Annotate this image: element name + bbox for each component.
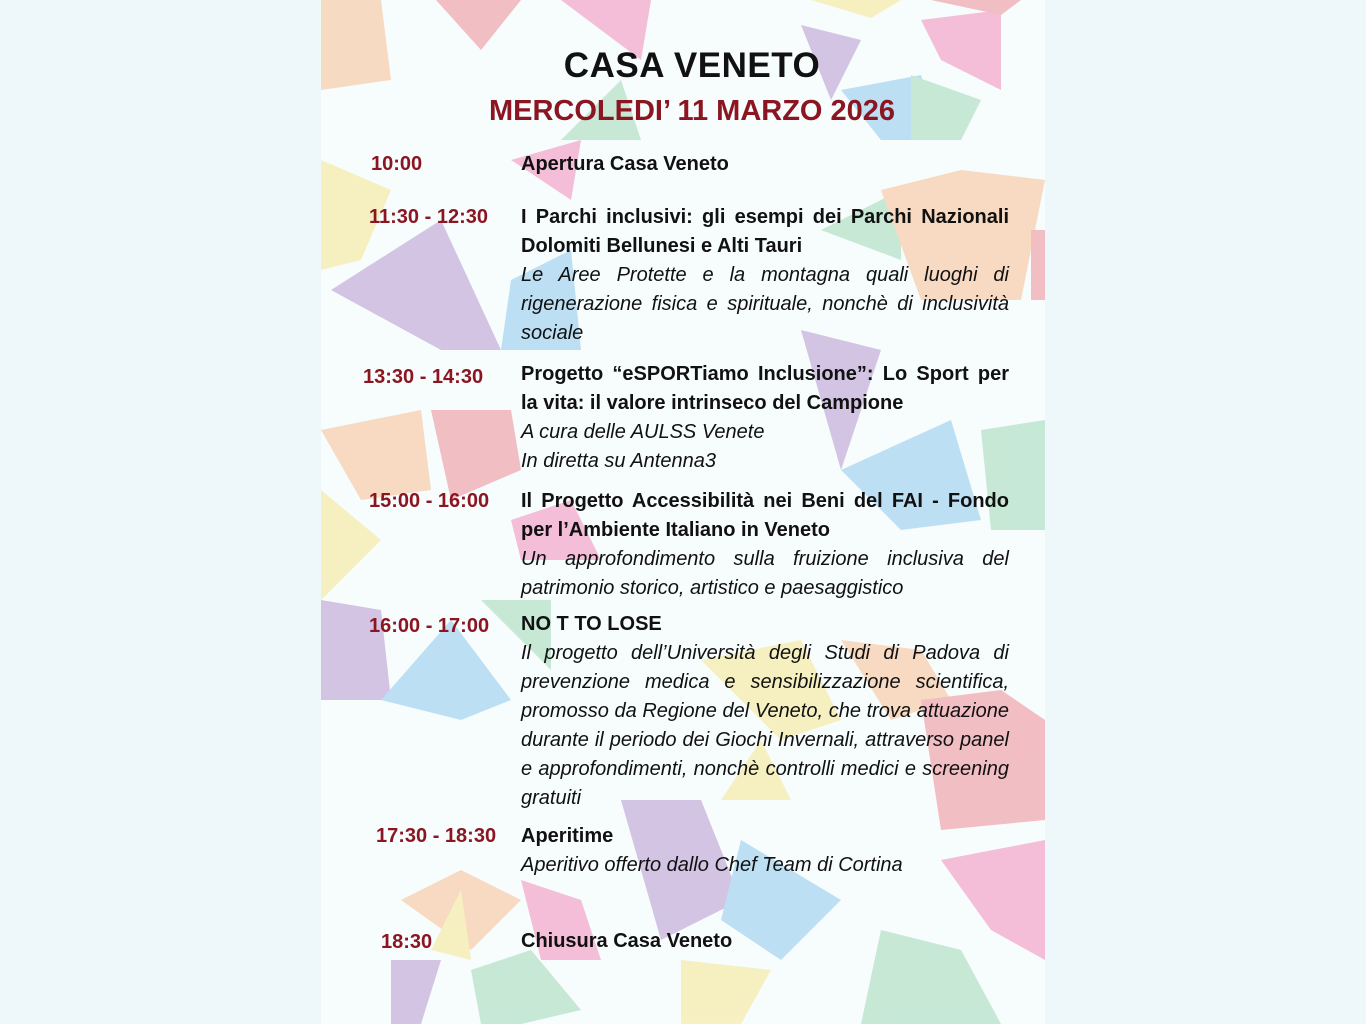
event-date: MERCOLEDI’ 11 MARZO 2026: [488, 95, 896, 127]
schedule-item: [521, 360, 1009, 476]
event-description: Un approfondimento sulla fruizione inclusiva del patrimonio storico, artistico e paesaggistico: [521, 548, 1009, 599]
schedule-item: [521, 203, 1009, 348]
time-slot: 11:30 - 12:30: [369, 206, 488, 228]
event-description: Aperitivo offerto dallo Chef Team di Cortina: [521, 854, 903, 876]
schedule-item: [521, 150, 1009, 179]
event-description: In diretta su Antenna3: [521, 450, 716, 472]
event-description: Il progetto dell’Università degli Studi di Padova di prevenzione medica e sensibilizzazione scientifica, promosso da Regione del Veneto, che trova attuazione durante il periodo dei Giochi Invernali, attraverso panel e approfondimenti, nonchè controlli medici e screening gratuiti: [521, 642, 1009, 809]
time-slot: 18:30: [381, 931, 433, 953]
event-title: I Parchi inclusivi: gli esempi dei Parchi Nazionali Dolomiti Bellunesi e Alti Tauri: [521, 206, 1009, 257]
event-title: NO T TO LOSE: [521, 613, 662, 635]
event-title: Aperitime: [521, 825, 614, 847]
time-slot: 13:30 - 14:30: [363, 366, 484, 388]
event-title: Apertura Casa Veneto: [521, 153, 729, 175]
event-title: Il Progetto Accessibilità nei Beni del FAI - Fondo per l’Ambiente Italiano in Veneto: [521, 490, 1009, 541]
event-poster: [321, 0, 1045, 1024]
schedule-content: [321, 0, 1045, 1024]
schedule-item: [521, 610, 1009, 813]
time-slot: 15:00 - 16:00: [369, 490, 490, 512]
time-slot: 17:30 - 18:30: [376, 825, 497, 847]
schedule-item: [521, 927, 1009, 956]
time-slot: 10:00: [371, 153, 423, 175]
time-slot: 16:00 - 17:00: [369, 615, 490, 637]
schedule-item: [521, 822, 1009, 880]
schedule-item: [521, 487, 1009, 603]
event-title: Progetto “eSPORTiamo Inclusione”: Lo Sport per la vita: il valore intrinseco del Campione: [521, 363, 1009, 414]
event-title: Chiusura Casa Veneto: [521, 930, 733, 952]
page-title: CASA VENETO: [563, 46, 821, 85]
event-description: A cura delle AULSS Venete: [521, 421, 765, 443]
event-description: Le Aree Protette e la montagna quali luoghi di rigenerazione fisica e spirituale, nonchè di inclusività sociale: [521, 264, 1009, 344]
